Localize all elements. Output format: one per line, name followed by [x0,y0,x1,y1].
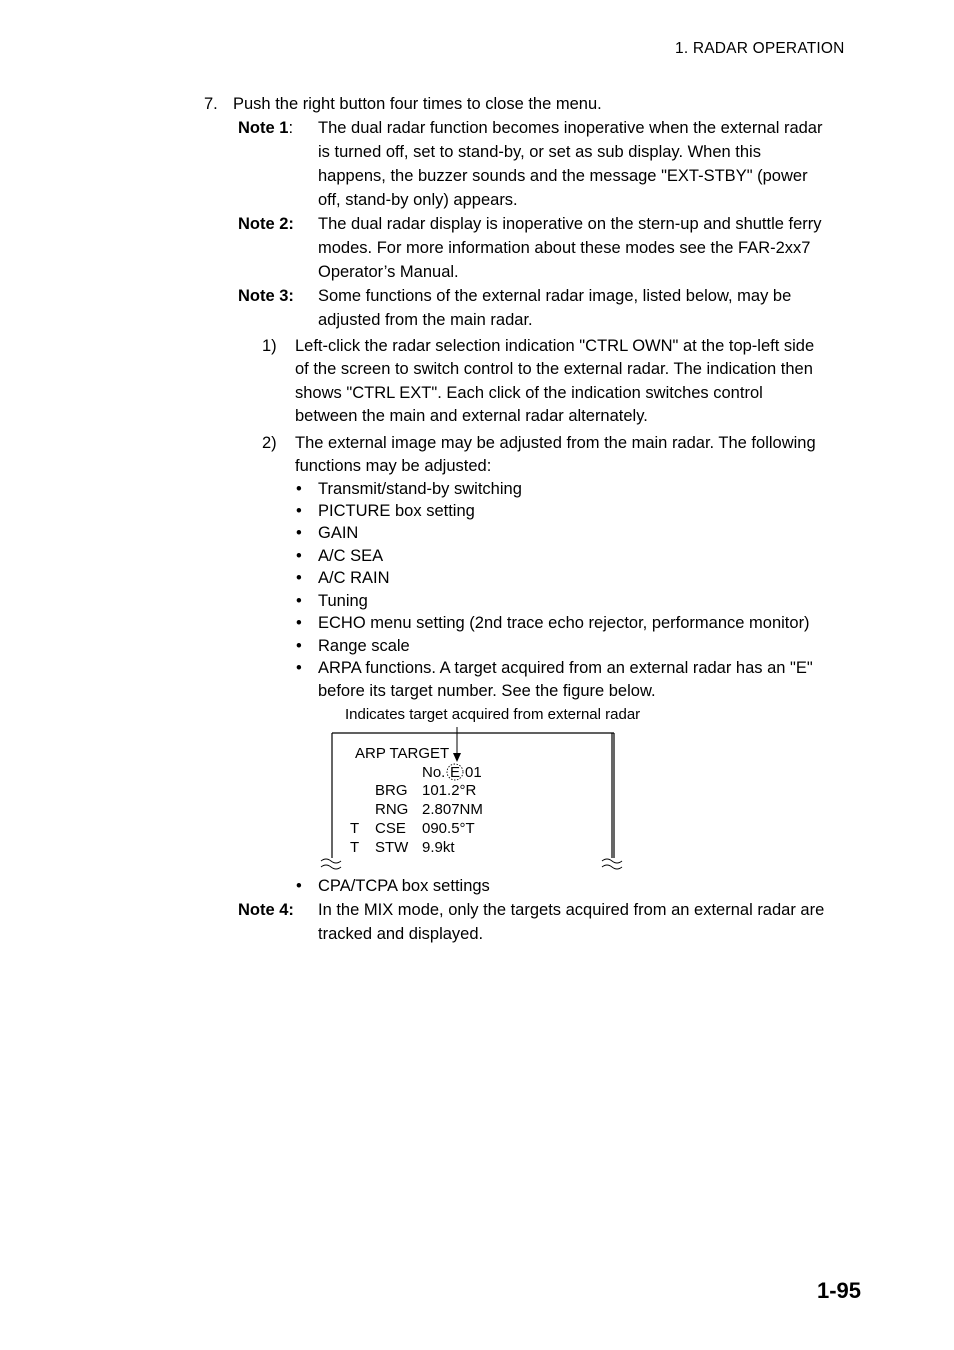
figure-row-flag: T [350,820,360,837]
bullet-item: CPA/TCPA box settings [318,877,490,895]
bullet-item: Range scale [318,637,410,655]
section-header: 1. RADAR OPERATION [675,40,845,57]
item-2-line: The external image may be adjusted from the main radar. The following [295,434,816,452]
note-3-label: Note 3: [238,287,294,305]
bullet-item: A/C SEA [318,547,384,565]
bullet-item: ECHO menu setting (2nd trace echo rejector, performance monitor) [318,614,810,632]
figure-row-label: STW [375,839,409,856]
item-1-line: shows "CTRL EXT". Each click of the indication switches control [295,384,763,402]
figure-row-value: 9.9kt [422,839,455,856]
note-1-label: Note 1: [238,119,294,137]
note-1-line: The dual radar function becomes inoperative when the external radar [318,119,823,137]
bullet-marker: • [296,480,302,498]
note-4-line: tracked and displayed. [318,925,484,943]
bullet-item: ARPA functions. A target acquired from an external radar has an "E" [318,659,813,677]
figure-number-label: No. [422,764,446,781]
bullet-marker: • [296,659,302,677]
figure-number-value: 01 [465,764,482,781]
note-3-line: adjusted from the main radar. [318,311,533,329]
figure-callout: Indicates target acquired from external radar [345,706,641,723]
figure-row-value: 2.807NM [422,801,483,818]
item-2-line: functions may be adjusted: [295,457,492,475]
page-number: 1-95 [817,1278,862,1303]
note-4-label: Note 4: [238,901,294,919]
figure-row-flag: T [350,839,360,856]
step-number: 7. [204,95,218,113]
bullet-marker: • [296,502,302,520]
bullet-marker: • [296,569,302,587]
bullet-marker: • [296,877,302,895]
note-2-label: Note 2: [238,215,294,233]
bullet-marker: • [296,592,302,610]
figure-row-value: 101.2°R [422,782,477,799]
figure-row-label: BRG [375,782,408,799]
note-1-line: happens, the buzzer sounds and the message "EXT-STBY" (power [318,167,808,185]
note-3-line: Some functions of the external radar image, listed below, may be [318,287,792,305]
note-2-line: Operator’s Manual. [318,263,459,281]
item-1-number: 1) [262,337,277,355]
note-2-line: modes. For more information about these modes see the FAR-2xx7 [318,239,811,257]
item-1-line: Left-click the radar selection indication "CTRL OWN" at the top-left side [295,337,815,355]
figure-number-prefix: E [450,764,461,781]
figure-row-label: CSE [375,820,406,837]
bullet-marker: • [296,614,302,632]
note-4-line: In the MIX mode, only the targets acquired from an external radar are [318,901,825,919]
bullet-item: PICTURE box setting [318,502,475,520]
bullet-item: GAIN [318,524,359,542]
bullet-item: A/C RAIN [318,569,390,587]
item-2-number: 2) [262,434,277,452]
figure-title: ARP TARGET [355,745,450,762]
bullet-marker: • [296,637,302,655]
bullet-item: Transmit/stand-by switching [318,480,522,498]
figure-row-label: RNG [375,801,409,818]
note-2-line: The dual radar display is inoperative on the stern-up and shuttle ferry [318,215,822,233]
item-1-line: of the screen to switch control to the external radar. The indication then [295,360,813,378]
note-1-line: off, stand-by only) appears. [318,191,518,209]
step-text: Push the right button four times to close the menu. [233,95,602,113]
item-1-line: between the main and external radar alternately. [295,407,648,425]
bullet-marker: • [296,524,302,542]
bullet-item-continuation: before its target number. See the figure below. [318,682,656,700]
bullet-marker: • [296,547,302,565]
note-1-line: is turned off, set to stand-by, or set as sub display. When this [318,143,761,161]
figure-row-value: 090.5°T [422,820,475,837]
bullet-item: Tuning [318,592,368,610]
